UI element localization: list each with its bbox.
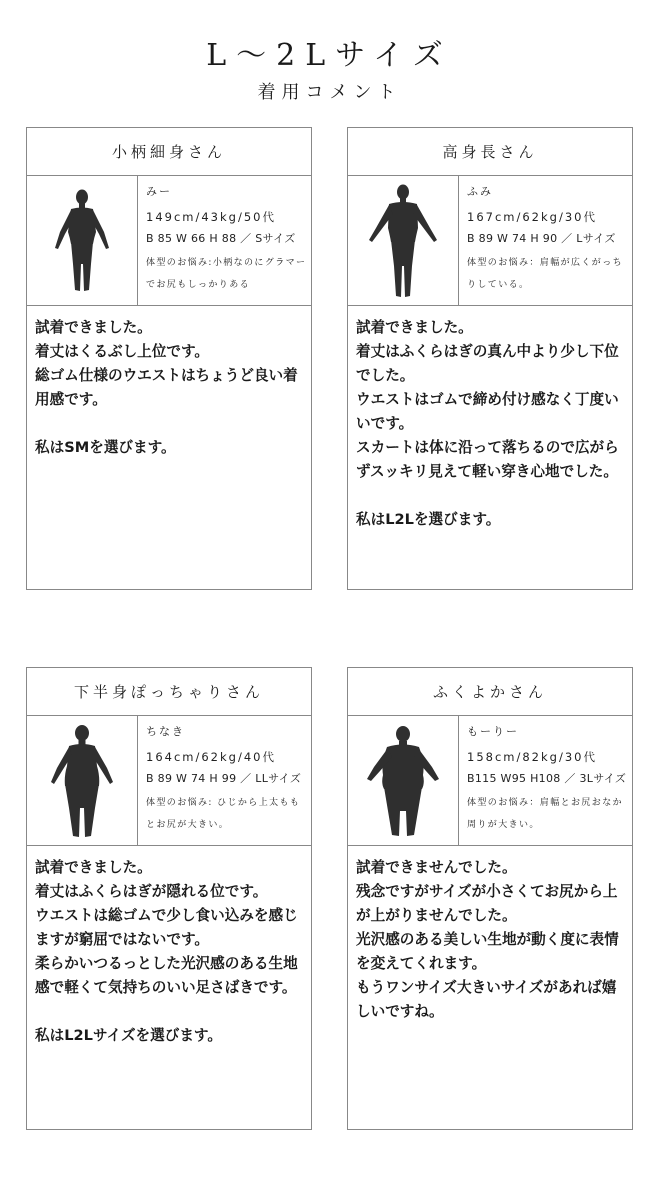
reviewer-stats: 149cm/43kg/50代 bbox=[146, 210, 276, 224]
page-subtitle: 着用コメント bbox=[257, 82, 402, 103]
review-card-curvy-lower bbox=[26, 667, 312, 1130]
reviewer-name: みー bbox=[146, 185, 172, 198]
body-silhouette-icon bbox=[363, 723, 443, 839]
reviewer-body-concern: 体型のお悩み：肩幅とお尻おなか周りが大きい。 bbox=[467, 798, 624, 830]
reviewer-stats: 167cm/62kg/30代 bbox=[467, 210, 597, 224]
profile-section bbox=[348, 716, 632, 846]
card-heading: ふくよかさん bbox=[348, 668, 632, 716]
reviewer-stats: 158cm/82kg/30代 bbox=[467, 750, 597, 764]
reviewer-name: ちなき bbox=[146, 725, 185, 738]
review-comment: 試着できました。 着丈はくるぶし上位です。 総ゴム仕様のウエストはちょうど良い着用感です。 私はSMを選びます。 bbox=[35, 319, 298, 456]
body-silhouette-figure bbox=[27, 716, 138, 845]
card-heading: 下半身ぽっちゃりさん bbox=[27, 668, 311, 716]
review-comment: 試着できました。 着丈はふくらはぎが隠れる位です。 ウエストは総ゴムで少し食い込みを感じますが窮屈ではないです。 柔らかいつるっとした光沢感のある生地感で軽くて気持ちのいい足さばきです。 私はL2Lサイズを選びます。 bbox=[35, 859, 298, 1044]
reviewer-measurements: B 89 W 74 H 99 ／ LLサイズ bbox=[146, 772, 302, 785]
profile-section bbox=[27, 176, 311, 306]
reviewer-measurements: B 89 W 74 H 90 ／ Lサイズ bbox=[467, 232, 616, 245]
reviewer-body-concern: 体型のお悩み:小柄なのにグラマーでお尻もしっかりある bbox=[146, 258, 307, 290]
review-card-tall bbox=[347, 127, 633, 590]
body-silhouette-figure bbox=[27, 176, 138, 305]
card-heading: 小柄細身さん bbox=[27, 128, 311, 176]
review-card-petite bbox=[26, 127, 312, 590]
reviewer-body-concern: 体型のお悩み：肩幅が広くがっちりしている。 bbox=[467, 258, 624, 290]
reviewer-name: もーりー bbox=[467, 725, 519, 738]
card-heading: 高身長さん bbox=[348, 128, 632, 176]
profile-section bbox=[27, 716, 311, 846]
body-silhouette-figure bbox=[348, 716, 459, 845]
body-silhouette-icon bbox=[47, 186, 117, 296]
review-card-plump bbox=[347, 667, 633, 1130]
review-comment: 試着できました。 着丈はふくらはぎの真ん中より少し下位でした。 ウエストはゴムで締め付け感なく丁度いいです。 スカートは体に沿って落ちるので広がらずスッキリ見えて軽い穿き心地でした。 私はL2Lを選びます。 bbox=[356, 319, 619, 528]
reviewer-stats: 164cm/62kg/40代 bbox=[146, 750, 276, 764]
review-comment: 試着できませんでした。 残念ですがサイズが小さくてお尻から上が上がりませんでした。 光沢感のある美しい生地が動く度に表情を変えてくれます。 もうワンサイズ大きいサイズがあれば嬉しいですね。 bbox=[356, 859, 619, 1020]
body-silhouette-figure bbox=[348, 176, 459, 305]
reviewer-measurements: B 85 W 66 H 88 ／ Sサイズ bbox=[146, 232, 296, 245]
page-title: L～2Lサイズ bbox=[206, 38, 453, 73]
reviewer-body-concern: 体型のお悩み: ひじから上太ももとお尻が大きい。 bbox=[146, 798, 301, 830]
reviewer-measurements: B115 W95 H108 ／ 3Lサイズ bbox=[467, 772, 627, 785]
body-silhouette-icon bbox=[45, 722, 119, 840]
body-silhouette-icon bbox=[365, 182, 441, 300]
profile-section bbox=[348, 176, 632, 306]
reviewer-name: ふみ bbox=[467, 185, 493, 198]
